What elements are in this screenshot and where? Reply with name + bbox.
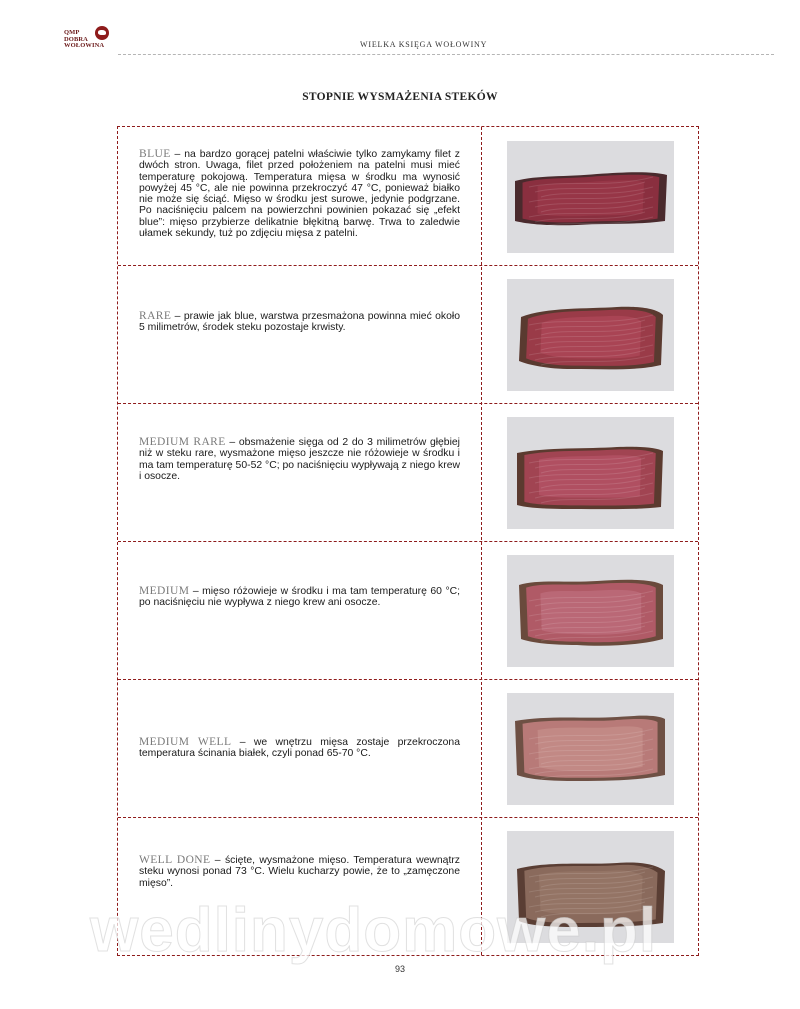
row-divider (118, 265, 698, 266)
logo-line: WOŁOWINA (64, 42, 105, 49)
steak-cross-section-icon (507, 417, 674, 529)
header-divider (118, 54, 774, 55)
steak-cross-section-icon (507, 279, 674, 391)
steak-photo (507, 831, 674, 943)
logo-line: QMP (64, 29, 80, 36)
doneness-description (139, 437, 460, 482)
steak-core (539, 455, 641, 497)
steak-core (539, 870, 643, 914)
doneness-term: MEDIUM RARE (139, 436, 226, 448)
doneness-text: – ścięte, wysmażone mięso. Temperatura wewnątrz steku wynosi ponad 73 °C. Wielu kucharzy powie, że to „zamęczone mięso”. (139, 855, 461, 889)
page-title: STOPNIE WYSMAŻENIA STEKÓW (302, 91, 498, 103)
steak-cross-section-icon (507, 555, 674, 667)
watermark: wedlinydomowe.pl (90, 896, 658, 965)
doneness-term: WELL DONE (139, 854, 211, 866)
steak-cross-section-icon (507, 141, 674, 253)
doneness-description (139, 311, 460, 334)
page-number: 93 (394, 964, 405, 974)
steak-photo (507, 417, 674, 529)
doneness-description (139, 855, 460, 889)
steak-photo (507, 693, 674, 805)
doneness-text: – na bardzo gorącej patelni właściwie tylko zamykamy filet z dwóch stron. Uwaga, filet przed położeniem na patelni musi mieć temperaturę pokojową. Temperatura mięsa w środku ma wynosić powyżej 45 °C, ale nie powinna przekroczyć 47 °C, ponieważ białko nie może się ściąć. Mięso w środku jest surowe, jedynie podgrzane. Po naciśnięciu palcem na powierzchni powinien pokazać się „efekt blue”: mięso przybierze delikatnie błękitną barwę. Trwa to zaledwie ułamek sekundy, tuż po zdjęciu mięsa z patelni. (139, 149, 460, 240)
steak-cross-section-icon (507, 831, 674, 943)
steak-cross-section-icon (507, 693, 674, 805)
logo-bull-icon (95, 26, 109, 40)
row-divider (118, 403, 698, 404)
steak-photo (507, 141, 674, 253)
doneness-text: – we wnętrzu mięsa zostaje przekroczona temperatura ścinania białek, czyli ponad 65-70 °C. (139, 737, 460, 760)
row-divider (118, 817, 698, 818)
doneness-term: MEDIUM WELL (139, 736, 232, 748)
doneness-term: BLUE (139, 148, 171, 160)
steak-photo (507, 279, 674, 391)
doneness-description (139, 149, 460, 239)
doneness-description (139, 586, 460, 609)
doneness-description (139, 737, 460, 760)
doneness-text: – mięso różowieje w środku i ma tam temperaturę 60 °C; po naciśnięciu nie wypływa z niego krew ani osocze. (139, 586, 460, 609)
doneness-text: – prawie jak blue, warstwa przesmażona powinna mieć około 5 milimetrów, środek steku pozostaje krwisty. (139, 311, 460, 334)
doneness-term: RARE (139, 310, 172, 322)
logo (64, 26, 112, 54)
doneness-table (117, 126, 699, 956)
doneness-text: – obsmażenie sięga od 2 do 3 milimetrów głębiej niż w steku rare, wysmażone mięso jeszcze nie różowieje w środku i ma tam temperaturę 50-52 °C; po naciśnięciu wypływają z niego krew i osocze. (139, 437, 460, 482)
book-title: WIELKA KSIĘGA WOŁOWINY (360, 40, 488, 49)
row-divider (118, 679, 698, 680)
steak-photo (507, 555, 674, 667)
doneness-term: MEDIUM (139, 585, 190, 597)
row-divider (118, 541, 698, 542)
logo-line: DOBRA (64, 35, 88, 43)
